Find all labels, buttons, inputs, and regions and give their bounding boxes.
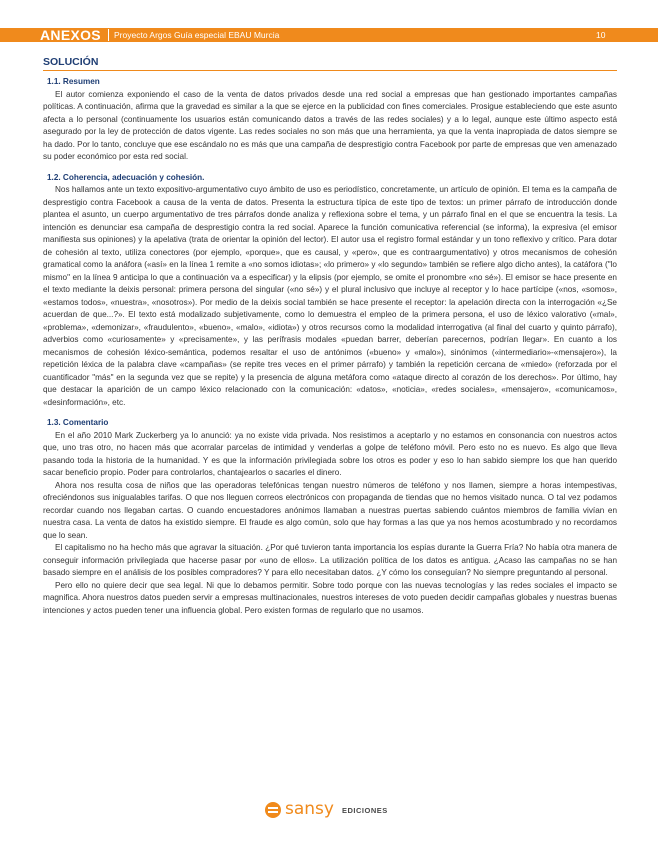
document-body bbox=[43, 76, 617, 617]
publisher-logo bbox=[265, 800, 405, 822]
title-rule bbox=[43, 70, 617, 71]
logo-brand: sansy bbox=[285, 799, 334, 819]
paragraph: Nos hallamos ante un texto expositivo-argumentativo cuyo ámbito de uso es periodístico, concretamente, un artículo de opinión. El tema es la campaña de desprestigio contra Facebook a causa de la venta de datos. Presenta la estructura típica de este tipo de textos: un primer párrafo de introducción donde plantea el asunto, un cuerpo argumentativo de tres párrafos donde analiza y reflexiona sobre el tema, y un párrafo final en el que se encuentra la tesis. La intención es denunciar esa campaña de desprestigio contra la red social. Aparece la función comunicativa referencial (se informa), la expresiva (el emisor manifiesta sus opiniones) y la apelativa (trata de orientar la opinión del lector). El autor usa el registro formal estándar y un tono reflexivo y crítico. Para dotar de cohesión al texto, utiliza conectores (por ejemplo, «porque», que es causal, y «pero», que es contraargumentativo) y otros mecanismos de cohesión gramatical como la anáfora («así» en la línea 1 remite a «no somos idiotas»; «lo primero» y «lo segundo» también se refiere algo dicho antes), la catáfora ("lo mismo" en la línea 9 anticipa lo que a continuación va a especificar) y la elipsis (por ejemplo, se omite el pronombre «no sé»). El emisor se hace presente en el texto mediante la deixis personal: primera persona del singular («no sé») y el plural inclusivo que incluye al receptor y lo hace partícipe («nos, «somos», «estamos todos», «nuestra», «nosotros»). Por medio de la deixis social también se hace presente el receptor: la apelación directa con la interrogación «¿Se acuerdan de que...?». El texto está modalizado subjetivamente, como lo demuestra el empleo de la primera persona, el uso de léxico valorativo («mal», «problema», «demonizar», «fraudulento», «bueno», «malo», «idiota») y otros recursos como la modalidad interrogativa (al final del cuarto y quinto párrafo), adverbios como «curiosamente» y «precisamente», y las perífrasis modales «puedan barrer, deberían parecernos, podrían llegar». En cuanto a los mecanismos de cohesión léxico-semántica, podemos resaltar el uso de antónimos («bueno» y «malo»), sinónimos («intermediario»-«mensajero»), la repetición léxica de la palabra clave «campañas» (se repite tres veces en el primer párrafo) y también la repetición cercana de «miedo» (reforzada por el cuantificador "más" en la segunda vez que se repite) y la presencia de alguna metáfora como «ataque directo al corazón de los derechos». Por último, hay que destacar la aparición de un campo léxico relacionado con la comunicación: «datos», «noticia», «redes sociales», «mensajero», «comunicamos», «desinformación», etc. bbox=[43, 185, 617, 407]
paragraph: El capitalismo no ha hecho más que agravar la situación. ¿Por qué tuvieron tanta importancia los espías durante la Guerra Fría? No había otra manera de conseguir información privilegiada que hacerse pasar por «uno de ellos». La utilización política de los datos es antigua. ¿Acaso las campañas no se han basado siempre en el análisis de los posibles compradores? Y para ello necesitaban datos. ¿Y cómo los conseguían? No siempre preguntando al personal. bbox=[43, 543, 617, 577]
header-subtitle: Proyecto Argos Guía especial EBAU Murcia bbox=[114, 30, 280, 40]
section-heading-comentario: 1.3. Comentario bbox=[47, 418, 109, 427]
sansy-logo-icon bbox=[265, 802, 281, 818]
page-title: SOLUCIÓN bbox=[43, 56, 99, 68]
section-label: ANEXOS bbox=[40, 27, 101, 43]
section-heading-resumen: 1.1. Resumen bbox=[47, 77, 100, 86]
section-heading-coherencia: 1.2. Coherencia, adecuación y cohesión. bbox=[47, 172, 205, 182]
logo-suffix: EDICIONES bbox=[342, 806, 388, 815]
paragraph: Ahora nos resulta cosa de niños que las operadoras telefónicas tengan nuestro números de teléfono y nos llamen, siempre a horas intempestivas, ofreciéndonos sus inigualables tarifas. O que nos lleguen correos electrónicos con propaganda de tiendas que no hemos visitado nunca. O tal vez podamos recordar cuando nos llegaban cartas. O cuando encuestadores anónimos llamaban a nuestras puertas sabiendo cuántos miembros de familia vivían en nuestra casa. La venta de datos ha existido siempre. El fraude es algo común, solo que hay formas a las que ya nos hemos acostumbrado y no recordamos que lo sean. bbox=[43, 480, 617, 540]
paragraph: En el año 2010 Mark Zuckerberg ya lo anunció: ya no existe vida privada. Nos resistimos a aceptarlo y no estamos en consonancia con nuestros actos que, uno tras otro, no hacen más que acorralar parcelas de intimidad y venderlas a golpe de teléfono móvil. Pero esto no es nuevo. Es algo que lleva pasando toda la historia de la humanidad. Y es que la información privilegiada sobre los otros es poder y eso lo han sabido siempre los que han querido sacar beneficio propio. Poder para controlarlos, chantajearlos o sacarles el dinero. bbox=[43, 430, 617, 477]
paragraph: El autor comienza exponiendo el caso de la venta de datos privados desde una red social a empresas que han gestionado importantes campañas políticas. A continuación, afirma que la gravedad es similar a la que se ejerce en la publicidad con fines comerciales. Prosigue estableciendo que este asunto afecta a lo personal (continuamente los usuarios están comunicando datos a través de las redes sociales) y a lo legal, aunque este último aspecto está asegurado por la ley de protección de datos vigente. Las redes sociales no son más que una herramienta, ya que la venta inapropiada de datos siempre se ha dado. Por lo tanto, concluye que ese escándalo no es más que una campaña de desprestigio contra Facebook por parte de empresas que ven amenazado su poder económico por esta red social. bbox=[43, 89, 617, 161]
paragraph: Pero ello no quiere decir que sea legal. Ni que lo debamos permitir. Sobre todo porque con las nuevas tecnologías y las redes sociales el impacto se magnifica. Ahora nuestros datos pueden servir a empresas multinacionales, nuestros intereses de voto pueden decidir campañas globales y nuestras buenas intenciones y actos pueden tener una influencia global. Pero existen formas de regularlo que no usamos. bbox=[43, 580, 617, 615]
header-divider bbox=[108, 29, 109, 41]
page-number: 10 bbox=[596, 30, 606, 40]
